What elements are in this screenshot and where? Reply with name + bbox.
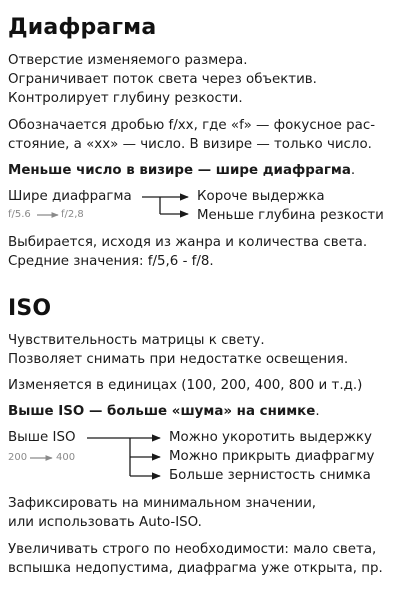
aperture-desc-line: Отверстие изменяемого размера. [8,53,248,68]
iso-units-line: Изменяется в единицах (100, 200, 400, 800 и т.д.) [8,378,363,393]
iso-raise-line: Увеличивать строго по необходимости: мало света, [8,542,377,557]
aperture-desc-line: Контролирует глубину резкости. [8,91,243,106]
iso-fix-line: Зафиксировать на минимальном значении, [8,496,317,511]
aperture-arrow-group [37,197,188,215]
iso-raise-line: вспышка недопустима, диафрагма уже открыта, пр. [8,561,383,576]
aperture-effect: Меньше глубина резкости [197,208,384,223]
aperture-desc-line: Ограничивает поток света через объектив. [8,72,317,87]
aperture-rule-text: Меньше число в визире — шире диафрагма [8,163,351,178]
aperture-from-value: f/5.6 [8,209,31,220]
iso-from-value: 200 [8,452,28,463]
iso-rule [8,402,320,421]
iso-effect: Больше зернистость снимка [169,468,371,483]
aperture-effect: Короче выдержка [197,189,325,204]
iso-rule-text: Выше ISO — больше «шума» на снимке [8,404,316,419]
aperture-notation-line: Обозначается дробью f/xx, где «f» — фокусное рас- [8,118,376,133]
iso-effect: Можно укоротить выдержку [169,430,372,445]
iso-rule-dot: . [315,404,320,419]
aperture-diagram-source: Шире диафрагма [8,189,132,204]
aperture-rule-dot: . [350,163,356,178]
aperture-choose-line: Выбирается, исходя из жанра и количества света. [8,235,368,250]
iso-desc-line: Чувствительность матрицы к свету. [8,333,265,348]
aperture-to-value: f/2,8 [61,209,84,220]
iso-effect: Можно прикрыть диафрагму [169,449,375,464]
iso-heading: ISO [8,296,52,321]
iso-desc-line: Позволяет снимать при недостатке освещения. [8,352,349,367]
aperture-notation-line: стояние, а «xx» — число. В визире — только число. [8,137,372,152]
iso-diagram-source: Выше ISO [8,430,76,445]
aperture-heading: Диафрагма [8,15,157,40]
iso-fix-line: или использовать Auto-ISO. [8,515,202,530]
iso-to-value: 400 [56,452,76,463]
aperture-choose-line: Средние значения: f/5,6 - f/8. [8,254,214,269]
